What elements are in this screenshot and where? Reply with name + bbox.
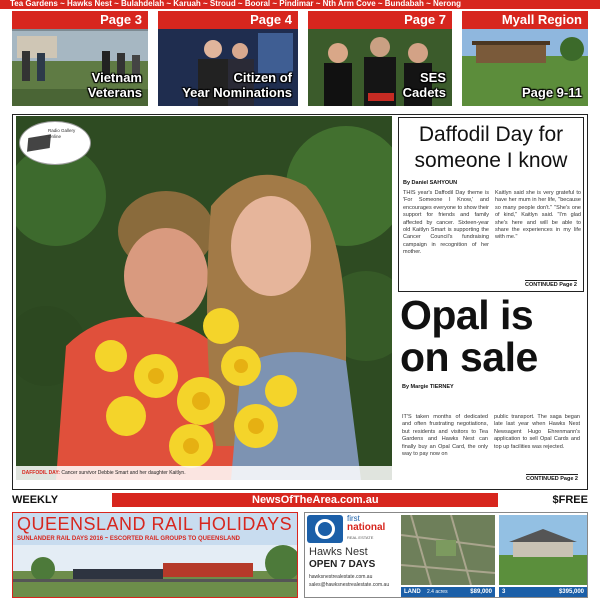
- story2-byline: By Margie TIERNEY: [402, 384, 454, 390]
- website-url[interactable]: NewsOfTheArea.com.au: [252, 494, 379, 506]
- story1-col-2: Kaitlyn said she is very grateful to have her mum in her life, "because so many people don't." "She's one of kind," Kaitlyn said. "I'm glad she's here and will be able to share the experiences in my life with me.": [495, 190, 581, 241]
- office-email[interactable]: sales@hawksnestrealestate.com.au: [309, 582, 390, 588]
- land-size: 2.4 acres: [427, 589, 448, 595]
- office-name: Hawks Nest: [309, 546, 368, 558]
- teaser-page-3[interactable]: [12, 11, 148, 106]
- weekly-label-box: [12, 493, 112, 507]
- brand-national: national: [347, 522, 386, 533]
- badge-text: Radio Gallery Online: [48, 128, 76, 139]
- radio-gallery-badge[interactable]: [19, 121, 91, 165]
- teaser-tag: Page 7: [308, 11, 452, 29]
- ad-first-national[interactable]: [304, 512, 588, 598]
- ad1-title: QUEENSLAND RAIL HOLIDAYS: [17, 514, 293, 534]
- story1-col-1: THIS year's Daffodil Day theme is 'For Someone I Know,' and encourages everyone to show their support for friends and family affected by cancer. Sixteen-year old Kaitlyn Smart is supporting the Cancer Council's fundraising campaign in recognition of her mother.: [403, 190, 489, 256]
- land-aerial-photo: [401, 515, 495, 585]
- land-price: $89,000: [470, 589, 492, 595]
- teaser-tag: Myall Region: [462, 11, 588, 29]
- ad-queensland-rail[interactable]: [12, 512, 298, 598]
- story2-headline[interactable]: Opal is on sale: [400, 292, 538, 380]
- story2-col-1: IT'S taken months of dedicated and often frustrating negotiations, but residents and visitors to Tea Gardens and Hawks Nest can finally buy an Opal Card, the only way to pay now on: [402, 414, 488, 458]
- brand-real-estate: REAL ESTATE: [347, 535, 374, 540]
- weekly-label: WEEKLY: [12, 494, 59, 506]
- price-label: $FREE: [552, 494, 588, 506]
- story2-columns: [402, 414, 580, 470]
- towns-ribbon-text: Tea Gardens ~ Hawks Nest ~ Bulahdelah ~ Karuah ~ Stroud ~ Booral ~ Pindimar ~ Nth Arm Cove ~ Bundabah ~ Nerong: [10, 0, 462, 8]
- teaser-tag: Page 3: [12, 11, 148, 29]
- price-label-box: [498, 493, 588, 507]
- land-listing-bar: [401, 587, 495, 597]
- story1-headline[interactable]: Daffodil Day for someone I know: [414, 123, 568, 172]
- house-beds: 3: [502, 589, 506, 595]
- photo-caption: DAFFODIL DAY: Cancer survivor Debbie Smart and her daughter Kaitlyn.: [16, 466, 392, 480]
- brand-first: first: [347, 514, 360, 523]
- office-web[interactable]: hawksnestrealestate.com.au: [309, 574, 373, 580]
- land-type: LAND: [404, 589, 421, 595]
- house-photo: [499, 515, 587, 585]
- house-price: $395,000: [558, 589, 584, 595]
- teaser-page-7[interactable]: [308, 11, 452, 106]
- logo-ring-icon: [315, 519, 335, 539]
- house-listing-bar: [499, 587, 587, 597]
- first-national-logo: [307, 515, 343, 543]
- ad1-subtitle: SUNLANDER RAIL DAYS 2016 ~ ESCORTED RAIL GROUPS TO QUEENSLAND: [17, 536, 240, 542]
- teaser-strip: [12, 11, 588, 106]
- teaser-page-4[interactable]: [158, 11, 298, 106]
- story2-continued-link[interactable]: CONTINUED Page 2: [526, 476, 578, 482]
- story-daffodil-day: [398, 117, 584, 292]
- teaser-caption: Citizen of Year Nominations: [182, 70, 292, 100]
- teaser-caption: Page 9-11: [522, 85, 582, 100]
- story-opal-on-sale: [398, 294, 584, 484]
- teaser-caption: SES Cadets: [402, 70, 446, 100]
- story2-col-2: public transport. The saga began late last year when Hawks Nest Newsagent Hugo Ehrenmann's application to sell Opal Cards and top up facilities was rejected.: [494, 414, 580, 450]
- towns-ribbon: [0, 0, 600, 9]
- story1-byline: By Daniel SAHYOUN: [403, 180, 458, 186]
- teaser-tag: Page 4: [158, 11, 298, 29]
- photo-daffodil-day: [16, 116, 392, 480]
- story1-columns: [403, 190, 579, 276]
- teaser-caption: Vietnam Veterans: [87, 70, 142, 100]
- open-hours: OPEN 7 DAYS: [309, 559, 376, 570]
- lead-photo: [16, 116, 392, 480]
- story1-continued-link[interactable]: CONTINUED Page 2: [525, 282, 577, 288]
- teaser-myall-region[interactable]: [462, 11, 588, 106]
